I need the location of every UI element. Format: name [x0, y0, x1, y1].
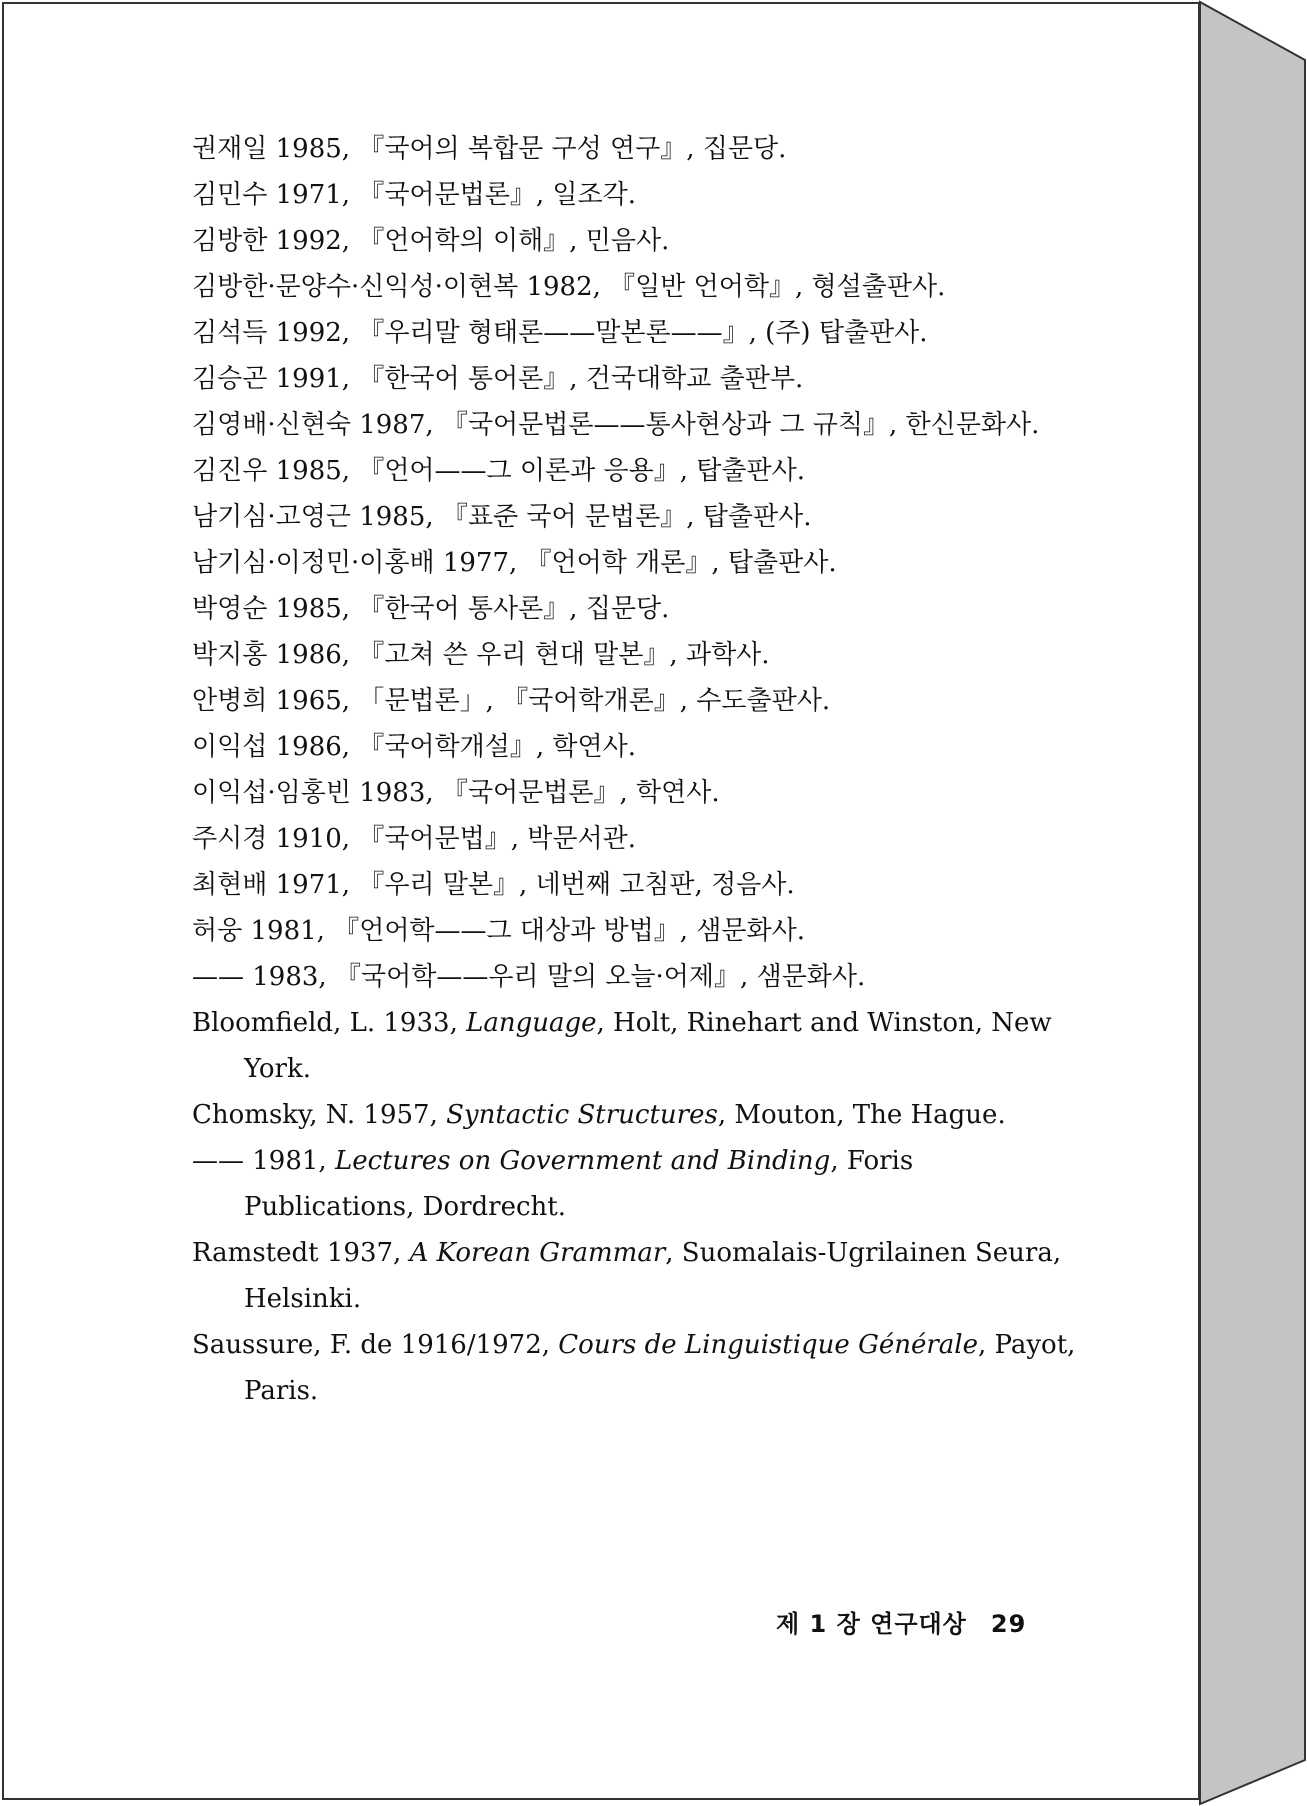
reference-publisher: , 탑출판사.: [679, 456, 806, 486]
reference-author-year: 김방한 1992,: [192, 226, 359, 256]
reference-publisher: , 과학사.: [669, 640, 770, 670]
reference-publisher: , 한신문화사.: [888, 410, 1040, 440]
reference-title: 『국어문법론』: [441, 778, 620, 808]
reference-publisher: , Holt, Rinehart and Winston, New York.: [244, 1008, 1052, 1084]
reference-publisher: , 샘문화사.: [740, 962, 866, 992]
reference-publisher: , 샘문화사.: [679, 916, 806, 946]
reference-author-year: 안병희 1965,: [192, 686, 359, 716]
reference-entry: [192, 172, 1082, 218]
reference-title: A Korean Grammar: [409, 1238, 666, 1268]
reference-publisher: , 민음사.: [569, 226, 670, 256]
page-number: 29: [990, 1610, 1027, 1638]
reference-title: 『우리 말본』: [358, 870, 520, 900]
reference-entry: [192, 724, 1082, 770]
reference-author-year: 김승곤 1991,: [192, 364, 359, 394]
reference-title: 『언어학 개론』: [525, 548, 712, 578]
reference-entry: [192, 310, 1082, 356]
reference-entry: [192, 1138, 1082, 1230]
reference-publisher: , 학연사.: [535, 732, 637, 762]
reference-author-year: 남기심·이정민·이홍배 1977,: [192, 548, 526, 578]
reference-publisher: , 수도출판사.: [679, 686, 831, 716]
reference-author-year: —— 1981,: [192, 1146, 335, 1176]
reference-publisher: , 일조각.: [535, 180, 637, 210]
reference-publisher: , 건국대학교 출판부.: [569, 364, 804, 394]
reference-author-year: 이익섭 1986,: [192, 732, 359, 762]
reference-title: 『언어학——그 대상과 방법』: [333, 916, 680, 946]
reference-entry: [192, 1230, 1082, 1322]
reference-author-year: 박영순 1985,: [192, 594, 359, 624]
reference-publisher: , Suomalais-Ugrilainen Seura, Helsinki.: [244, 1238, 1062, 1314]
reference-title: 『한국어 통사론』: [358, 594, 570, 624]
reference-title: Language: [466, 1008, 597, 1038]
reference-publisher: , 집문당.: [569, 594, 670, 624]
reference-publisher: , Foris Publications, Dordrecht.: [244, 1146, 914, 1222]
reference-title: 「문법론」, 『국어학개론』: [358, 686, 680, 716]
reference-entry: [192, 1092, 1082, 1138]
reference-title: 『고쳐 쓴 우리 현대 말본』: [358, 640, 670, 670]
reference-entry: [192, 218, 1082, 264]
reference-entry: [192, 540, 1082, 586]
reference-author-year: —— 1983,: [192, 962, 335, 992]
reference-publisher: , Payot, Paris.: [244, 1330, 1076, 1406]
reference-entry: [192, 770, 1082, 816]
reference-author-year: 주시경 1910,: [192, 824, 359, 854]
reference-author-year: Saussure, F. de 1916/1972,: [192, 1330, 559, 1360]
reference-title: Syntactic Structures: [446, 1100, 718, 1130]
reference-entry: [192, 632, 1082, 678]
reference-entry: [192, 862, 1082, 908]
reference-entry: [192, 264, 1082, 310]
reference-title: 『표준 국어 문법론』: [441, 502, 687, 532]
reference-title: 『일반 언어학』: [609, 272, 796, 302]
reference-title: 『국어학——우리 말의 오늘·어제』: [334, 962, 741, 992]
reference-title: 『우리말 형태론——말본론——』: [358, 318, 749, 348]
reference-publisher: , 박문서관.: [510, 824, 637, 854]
reference-author-year: 김방한·문양수·신익성·이현복 1982,: [192, 272, 610, 302]
reference-author-year: 이익섭·임홍빈 1983,: [192, 778, 442, 808]
reference-publisher: , (주) 탑출판사.: [748, 318, 928, 348]
reference-publisher: , 네번째 고침판, 정음사.: [519, 870, 795, 900]
reference-title: 『국어의 복합문 구성 연구』: [358, 134, 687, 164]
reference-author-year: 박지홍 1986,: [192, 640, 359, 670]
page-footer: [776, 1604, 1026, 1639]
reference-entry: [192, 954, 1082, 1000]
reference-author-year: 남기심·고영근 1985,: [192, 502, 442, 532]
reference-entry: [192, 816, 1082, 862]
reference-author-year: 김진우 1985,: [192, 456, 359, 486]
reference-entry: [192, 448, 1082, 494]
reference-publisher: , 학연사.: [619, 778, 720, 808]
reference-title: 『국어문법론』: [358, 180, 536, 210]
chapter-title: 제 1 장 연구대상: [776, 1610, 967, 1638]
reference-title: 『언어——그 이론과 응용』: [358, 456, 680, 486]
reference-author-year: 최현배 1971,: [192, 870, 359, 900]
reference-title: 『국어문법론——통사현상과 그 규칙』: [441, 410, 889, 440]
reference-author-year: 허웅 1981,: [192, 916, 334, 946]
reference-entry: [192, 908, 1082, 954]
reference-author-year: 김석득 1992,: [192, 318, 359, 348]
reference-title: 『국어학개설』: [358, 732, 536, 762]
reference-title: 『언어학의 이해』: [358, 226, 570, 256]
reference-entry: [192, 126, 1082, 172]
reference-entry: [192, 586, 1082, 632]
reference-publisher: , 탑출판사.: [686, 502, 812, 532]
reference-title: 『국어문법』: [358, 824, 511, 854]
reference-title: Lectures on Government and Binding: [334, 1146, 831, 1176]
reference-entry: [192, 356, 1082, 402]
reference-entry: [192, 494, 1082, 540]
reference-title: 『한국어 통어론』: [358, 364, 570, 394]
reference-title: Cours de Linguistique Générale: [558, 1330, 979, 1360]
reference-author-year: Bloomfield, L. 1933,: [192, 1008, 467, 1038]
reference-list: [192, 126, 1082, 1414]
reference-entry: [192, 1322, 1082, 1414]
reference-entry: [192, 678, 1082, 724]
reference-author-year: Ramstedt 1937,: [192, 1238, 410, 1268]
reference-author-year: 권재일 1985,: [192, 134, 359, 164]
reference-author-year: 김민수 1971,: [192, 180, 359, 210]
reference-publisher: , Mouton, The Hague.: [717, 1100, 1006, 1130]
reference-publisher: , 탑출판사.: [711, 548, 837, 578]
reference-publisher: , 형설출판사.: [795, 272, 946, 302]
reference-author-year: Chomsky, N. 1957,: [192, 1100, 447, 1130]
reference-entry: [192, 402, 1082, 448]
reference-author-year: 김영배·신현숙 1987,: [192, 410, 442, 440]
reference-entry: [192, 1000, 1082, 1092]
reference-publisher: , 집문당.: [686, 134, 787, 164]
